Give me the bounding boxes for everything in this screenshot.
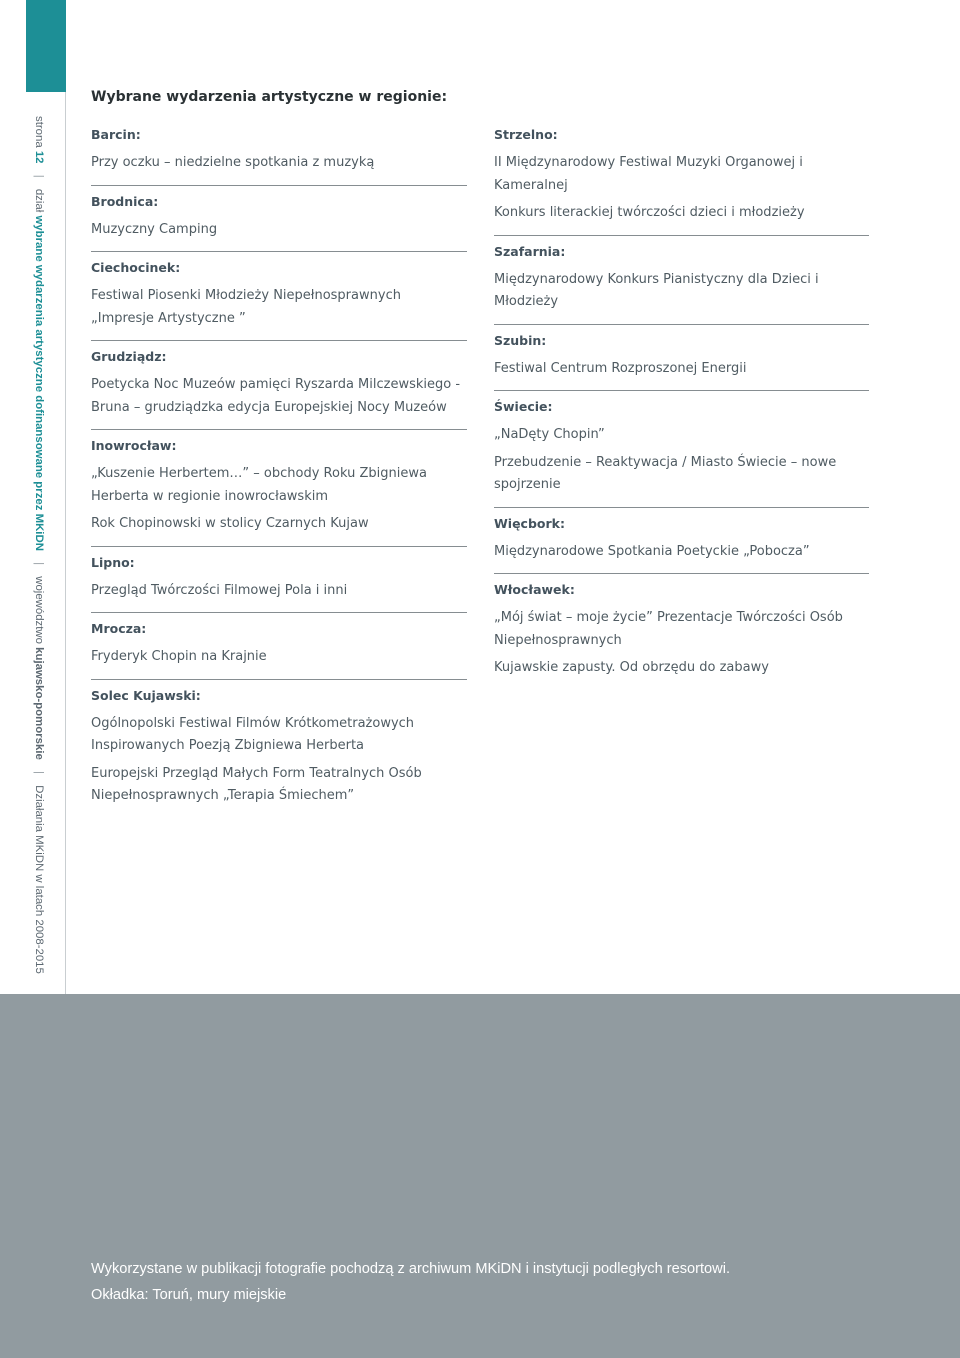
town-name: Włocławek:: [494, 582, 575, 597]
town-name: Strzelno:: [494, 127, 558, 142]
event-item: Konkurs literackiej twórczości dzieci i młodzieży: [494, 205, 805, 220]
town-group: [494, 241, 869, 325]
town-group: [91, 435, 467, 547]
town-group: [91, 618, 467, 680]
cover-caption: Okładka: Toruń, mury miejskie: [91, 1287, 287, 1303]
event-item: Festiwal Piosenki Młodzieży Niepełnosprawnych „Impresje Artystyczne ”: [91, 288, 401, 326]
town-group: [91, 191, 467, 253]
right-column: [494, 124, 869, 695]
event-item: II Międzynarodowy Festiwal Muzyki Organowej i Kameralnej: [494, 155, 803, 193]
left-column: [91, 124, 467, 823]
event-item: Przegląd Twórczości Filmowej Pola i inni: [91, 582, 348, 598]
section-label: dział: [33, 188, 45, 213]
town-name: Grudziądz:: [91, 349, 167, 364]
town-group: [91, 346, 467, 430]
event-item: „NaDęty Chopin”: [494, 427, 605, 442]
event-item: „Mój świat – moje życie” Prezentacje Twórczości Osób Niepełnosprawnych: [494, 610, 843, 648]
page-title: Wybrane wydarzenia artystyczne w regionie:: [91, 89, 448, 105]
town-group: [494, 579, 869, 690]
event-item: Europejski Przegląd Małych Form Teatralnych Osób Niepełnosprawnych „Terapia Śmiechem”: [91, 765, 422, 803]
event-item: Przy oczku – niedzielne spotkania z muzyką: [91, 155, 375, 170]
town-group: [494, 330, 869, 392]
town-name: Inowrocław:: [91, 438, 177, 453]
region-name: kujawsko-pomorskie: [33, 647, 45, 760]
event-item: Fryderyk Chopin na Krajnie: [91, 649, 267, 664]
event-item: Międzynarodowy Konkurs Pianistyczny dla Dzieci i Młodzieży: [494, 271, 819, 309]
region-label: województwo: [33, 576, 45, 644]
town-name: Barcin:: [91, 127, 141, 142]
town-name: Solec Kujawski:: [91, 687, 201, 703]
town-name: Lipno:: [91, 554, 135, 570]
event-item: Festiwal Centrum Rozproszonej Energii: [494, 360, 747, 376]
town-name: Mrocza:: [91, 621, 147, 636]
section-name: wybrane wydarzenia artystyczne dofinansowane przez MKiDN: [33, 215, 45, 551]
town-name: Ciechocinek:: [91, 260, 181, 275]
town-name: Brodnica:: [91, 193, 159, 209]
event-item: „Kuszenie Herbertem…” – obchody Roku Zbigniewa Herberta w regionie inowrocławskim: [91, 466, 427, 504]
separator: |: [33, 771, 45, 774]
publication-title: Działania MKiDN w latach 2008-2015: [33, 785, 45, 974]
page-label: strona: [33, 116, 45, 148]
event-item: Poetycka Noc Muzeów pamięci Ryszarda Milczewskiego -Bruna – grudziądzka edycja Europejskiej Nocy Muzeów: [91, 377, 461, 415]
town-name: Więcbork:: [494, 515, 565, 531]
separator: |: [33, 174, 45, 178]
town-name: Szubin:: [494, 332, 547, 348]
photo-credits: Wykorzystane w publikacji fotografie pochodzą z archiwum MKiDN i instytucji podległych resortowi.: [91, 1261, 731, 1277]
town-group: [91, 257, 467, 341]
town-group: [494, 124, 869, 236]
town-group: [494, 513, 869, 575]
event-item: Ogólnopolski Festiwal Filmów Krótkometrażowych Inspirowanych Poezją Zbigniewa Herberta: [91, 715, 415, 753]
event-item: Rok Chopinowski w stolicy Czarnych Kujaw: [91, 516, 369, 531]
event-item: Muzyczny Camping: [91, 221, 218, 237]
town-name: Świecie:: [494, 399, 553, 414]
town-group: [494, 396, 869, 508]
event-item: Międzynarodowe Spotkania Poetyckie „Pobocza”: [494, 543, 810, 559]
accent-block: [26, 0, 66, 92]
town-group: [91, 552, 467, 614]
sidebar-divider: [65, 92, 66, 994]
event-item: Kujawskie zapusty. Od obrzędu do zabawy: [494, 660, 769, 675]
town-name: Szafarnia:: [494, 243, 566, 259]
sidebar-running-header: [33, 116, 45, 974]
town-group: [91, 685, 467, 818]
page-number: 12: [33, 150, 45, 164]
town-group: [91, 124, 467, 186]
event-item: Przebudzenie – Reaktywacja / Miasto Świecie – nowe spojrzenie: [494, 454, 837, 492]
footer-band: [0, 994, 960, 1358]
separator: |: [33, 562, 45, 566]
